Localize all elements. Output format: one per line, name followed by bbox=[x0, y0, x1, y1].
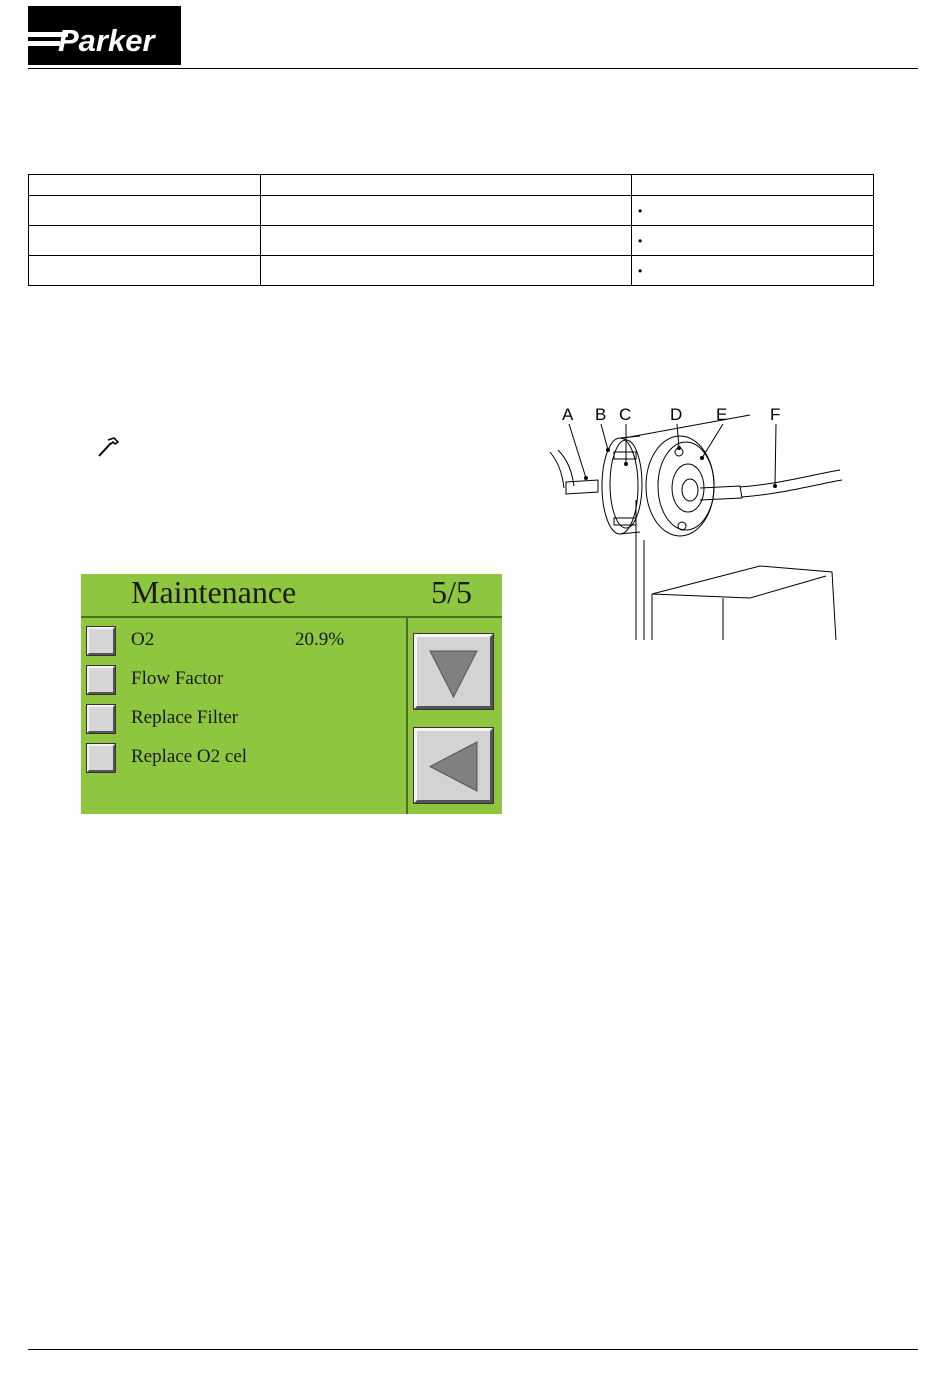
hmi-divider bbox=[81, 616, 502, 618]
callout-b: B bbox=[595, 405, 607, 424]
hmi-item-flow-factor[interactable] bbox=[87, 666, 397, 700]
hmi-item-button[interactable] bbox=[87, 705, 115, 733]
table-cell bbox=[261, 196, 632, 226]
hmi-page-indicator: 5/5 bbox=[431, 574, 472, 610]
table-header-cell bbox=[29, 175, 261, 196]
callout-d: D bbox=[670, 405, 683, 424]
header-rule bbox=[28, 68, 918, 69]
back-arrow-icon bbox=[417, 731, 490, 800]
hmi-item-replace-filter[interactable] bbox=[87, 705, 397, 739]
hmi-item-button[interactable] bbox=[87, 744, 115, 772]
footer-rule bbox=[28, 1349, 918, 1350]
table-cell: • bbox=[632, 256, 874, 286]
hmi-item-button[interactable] bbox=[87, 627, 115, 655]
table-row bbox=[29, 226, 874, 256]
table-row bbox=[29, 196, 874, 226]
table-header-cell bbox=[261, 175, 632, 196]
hmi-item-label: Replace O2 cel bbox=[131, 746, 248, 767]
hmi-item-value: 20.9% bbox=[295, 629, 345, 650]
parker-logo bbox=[28, 6, 181, 65]
callout-a: A bbox=[562, 405, 574, 424]
callout-f: F bbox=[770, 405, 781, 424]
back-button[interactable] bbox=[414, 728, 493, 803]
scroll-down-button[interactable] bbox=[414, 634, 493, 709]
hmi-item-o2[interactable] bbox=[87, 627, 397, 661]
hmi-maintenance-screen bbox=[81, 574, 502, 814]
hmi-item-replace-o2-cell[interactable] bbox=[87, 744, 397, 778]
table-cell bbox=[261, 256, 632, 286]
wrench-icon bbox=[96, 435, 122, 459]
hmi-title: Maintenance bbox=[131, 574, 297, 610]
hmi-item-button[interactable] bbox=[87, 666, 115, 694]
table-cell: • bbox=[632, 196, 874, 226]
table-header-row bbox=[29, 175, 874, 196]
callout-c: C bbox=[619, 405, 632, 424]
table-cell bbox=[29, 196, 261, 226]
table-cell bbox=[29, 256, 261, 286]
table-header-cell bbox=[632, 175, 874, 196]
table-cell bbox=[29, 226, 261, 256]
spec-table bbox=[28, 174, 874, 286]
hmi-item-label: Replace Filter bbox=[131, 707, 239, 728]
table-cell: • bbox=[632, 226, 874, 256]
hmi-item-label: Flow Factor bbox=[131, 668, 224, 689]
hmi-divider bbox=[406, 616, 408, 814]
o2-sensor-illustration bbox=[540, 400, 850, 645]
table-row bbox=[29, 256, 874, 286]
brand-text: Parker bbox=[58, 23, 155, 58]
table-cell bbox=[261, 226, 632, 256]
hmi-item-label: O2 bbox=[131, 629, 155, 650]
callout-e: E bbox=[716, 405, 728, 424]
down-arrow-icon bbox=[417, 637, 490, 706]
